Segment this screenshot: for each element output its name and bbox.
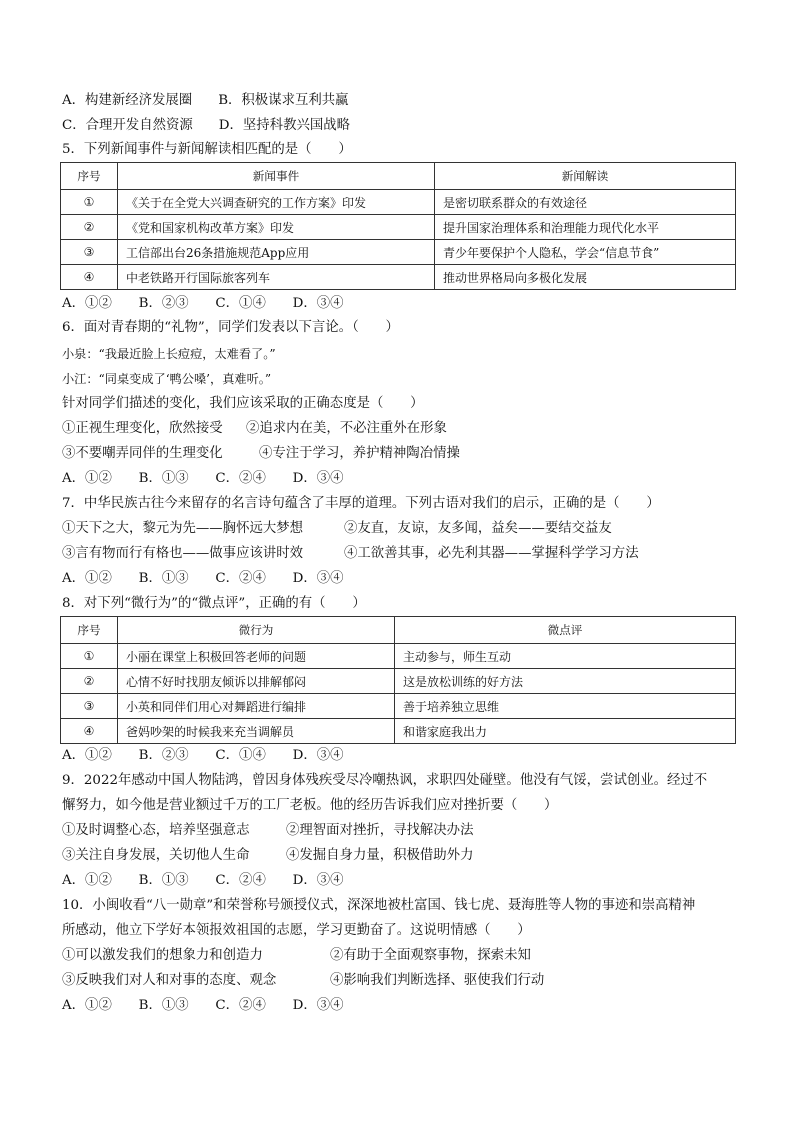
news-reading: 提升国家治理体系和治理能力现代化水平	[435, 215, 736, 240]
q8-table	[60, 616, 736, 744]
q8-stem: 8．对下列“微行为”的“微点评”，正确的有（ ）	[62, 596, 366, 611]
q10-options-row-1	[62, 947, 531, 965]
news-event: 中老铁路开行国际旅客列车	[118, 265, 435, 290]
q6-stem: 6．面对青春期的“礼物”，同学们发表以下言论。（ ）	[62, 320, 399, 335]
q4-options-row-2	[62, 117, 350, 135]
q5-header-event: 新闻事件	[118, 163, 435, 190]
q10-stem-line-2: 所感动，他立下学好本领报效祖国的志愿，学习更勤奋了。这说明情感（ ）	[62, 923, 531, 938]
news-event: 《关于在全党大兴调查研究的工作方案》印发	[118, 190, 435, 215]
table-row	[61, 190, 736, 215]
q9-option-2: ②理智面对挫折，寻找解决办法	[286, 823, 474, 838]
news-event: 《党和国家机构改革方案》印发	[118, 215, 435, 240]
micro-behavior: 心情不好时找朋友倾诉以排解郁闷	[118, 669, 395, 694]
row-number: ④	[61, 265, 118, 290]
q6-options-row-2	[62, 445, 460, 463]
row-number: ①	[61, 644, 118, 669]
row-number: ②	[61, 669, 118, 694]
q6-quote-xiaojiang: 小江：“同桌变成了‘鸭公嗓’，真难听。”	[62, 372, 272, 386]
table-row	[61, 644, 736, 669]
micro-comment: 和谐家庭我出力	[395, 719, 736, 744]
q8-header-no: 序号	[61, 617, 118, 644]
q6-sub-stem: 针对同学们描述的变化，我们应该采取的正确态度是（ ）	[62, 396, 424, 411]
q6-option-3: ③不要嘲弄同伴的生理变化	[62, 446, 223, 461]
q6-quote-xiaoquan: 小泉：“我最近脸上长痘痘，太难看了。”	[62, 347, 276, 361]
row-number: ②	[61, 215, 118, 240]
q7-option-4: ④工欲善其事，必先利其器——掌握科学学习方法	[344, 546, 639, 561]
news-event: 工信部出台26条措施规范App应用	[118, 240, 435, 265]
news-reading: 是密切联系群众的有效途径	[435, 190, 736, 215]
q10-options-row-2	[62, 972, 544, 990]
q10-option-1: ①可以激发我们的想象力和创造力	[62, 948, 263, 963]
micro-behavior: 爸妈吵架的时候我来充当调解员	[118, 719, 395, 744]
q9-stem-line-1: 9．2022年感动中国人物陆鸿，曾因身体残疾受尽冷嘲热讽，求职四处碰壁。他没有气馁，尝试创业。经过不	[62, 773, 708, 788]
news-reading: 青少年要保护个人隐私，学会“信息节食”	[435, 240, 736, 265]
news-reading: 推动世界格局向多极化发展	[435, 265, 736, 290]
q5-header-reading: 新闻解读	[435, 163, 736, 190]
q4-option-b: B．积极谋求互利共赢	[218, 93, 349, 108]
q9-options-row-2	[62, 847, 473, 865]
row-number: ③	[61, 694, 118, 719]
table-header-row	[61, 163, 736, 190]
table-row	[61, 719, 736, 744]
q9-stem-line-2: 懈努力，如今他是营业额过千万的工厂老板。他的经历告诉我们应对挫折要（ ）	[62, 798, 558, 813]
q9-option-4: ④发掘自身力量，积极借助外力	[286, 848, 474, 863]
table-row	[61, 265, 736, 290]
q6-option-2: ②追求内在美，不必注重外在形象	[246, 421, 447, 436]
q4-options-row-1	[62, 92, 349, 110]
q9-option-3: ③关注自身发展，关切他人生命	[62, 848, 250, 863]
q7-stem: 7．中华民族古往今来留存的名言诗句蕴含了丰厚的道理。下列古语对我们的启示，正确的是（ ）	[62, 496, 660, 511]
micro-comment: 主动参与，师生互动	[395, 644, 736, 669]
table-row	[61, 694, 736, 719]
micro-behavior: 小丽在课堂上积极回答老师的问题	[118, 644, 395, 669]
q4-option-d: D．坚持科教兴国战略	[218, 118, 351, 133]
q5-header-no: 序号	[61, 163, 118, 190]
q7-option-1: ①天下之大，黎元为先——胸怀远大梦想	[62, 521, 304, 536]
q9-options-row-1	[62, 822, 473, 840]
q9-option-1: ①及时调整心态，培养坚强意志	[62, 823, 250, 838]
row-number: ④	[61, 719, 118, 744]
q8-header-comment: 微点评	[395, 617, 736, 644]
q7-options-row-2	[62, 545, 639, 563]
q7-answer-options: A．①② B．①③ C．②④ D．③④	[62, 571, 344, 586]
q5-stem: 5．下列新闻事件与新闻解读相匹配的是（ ）	[62, 142, 352, 157]
q7-option-2: ②友直，友谅，友多闻，益矣——要结交益友	[344, 521, 612, 536]
table-row	[61, 240, 736, 265]
q10-option-4: ④影响我们判断选择、驱使我们行动	[330, 973, 545, 988]
table-row	[61, 215, 736, 240]
micro-comment: 善于培养独立思维	[395, 694, 736, 719]
q5-table	[60, 162, 736, 290]
q6-option-4: ④专注于学习，养护精神陶冶情操	[259, 446, 460, 461]
q6-option-1: ①正视生理变化，欣然接受	[62, 421, 223, 436]
q6-answer-options: A．①② B．①③ C．②④ D．③④	[62, 471, 344, 486]
q9-answer-options: A．①② B．①③ C．②④ D．③④	[62, 873, 344, 888]
q8-header-behavior: 微行为	[118, 617, 395, 644]
q4-option-a: A．构建新经济发展圈	[62, 93, 193, 108]
q10-option-3: ③反映我们对人和对事的态度、观念	[62, 973, 277, 988]
micro-comment: 这是放松训练的好方法	[395, 669, 736, 694]
q5-answer-options: A．①② B．②③ C．①④ D．③④	[62, 296, 344, 311]
q8-answer-options: A．①② B．②③ C．①④ D．③④	[62, 748, 344, 763]
micro-behavior: 小英和同伴们用心对舞蹈进行编排	[118, 694, 395, 719]
q6-options-row-1	[62, 420, 447, 438]
table-header-row	[61, 617, 736, 644]
q4-option-c: C．合理开发自然资源	[62, 118, 193, 133]
q10-option-2: ②有助于全面观察事物，探索未知	[330, 948, 531, 963]
row-number: ①	[61, 190, 118, 215]
q7-options-row-1	[62, 520, 612, 538]
q7-option-3: ③言有物而行有格也——做事应该讲时效	[62, 546, 304, 561]
q10-stem-line-1: 10．小闽收看“八一勋章”和荣誉称号颁授仪式，深深地被杜富国、钱七虎、聂海胜等人物的事迹和崇高精神	[62, 898, 696, 913]
table-row	[61, 669, 736, 694]
row-number: ③	[61, 240, 118, 265]
q10-answer-options: A．①② B．①③ C．②④ D．③④	[62, 998, 344, 1013]
